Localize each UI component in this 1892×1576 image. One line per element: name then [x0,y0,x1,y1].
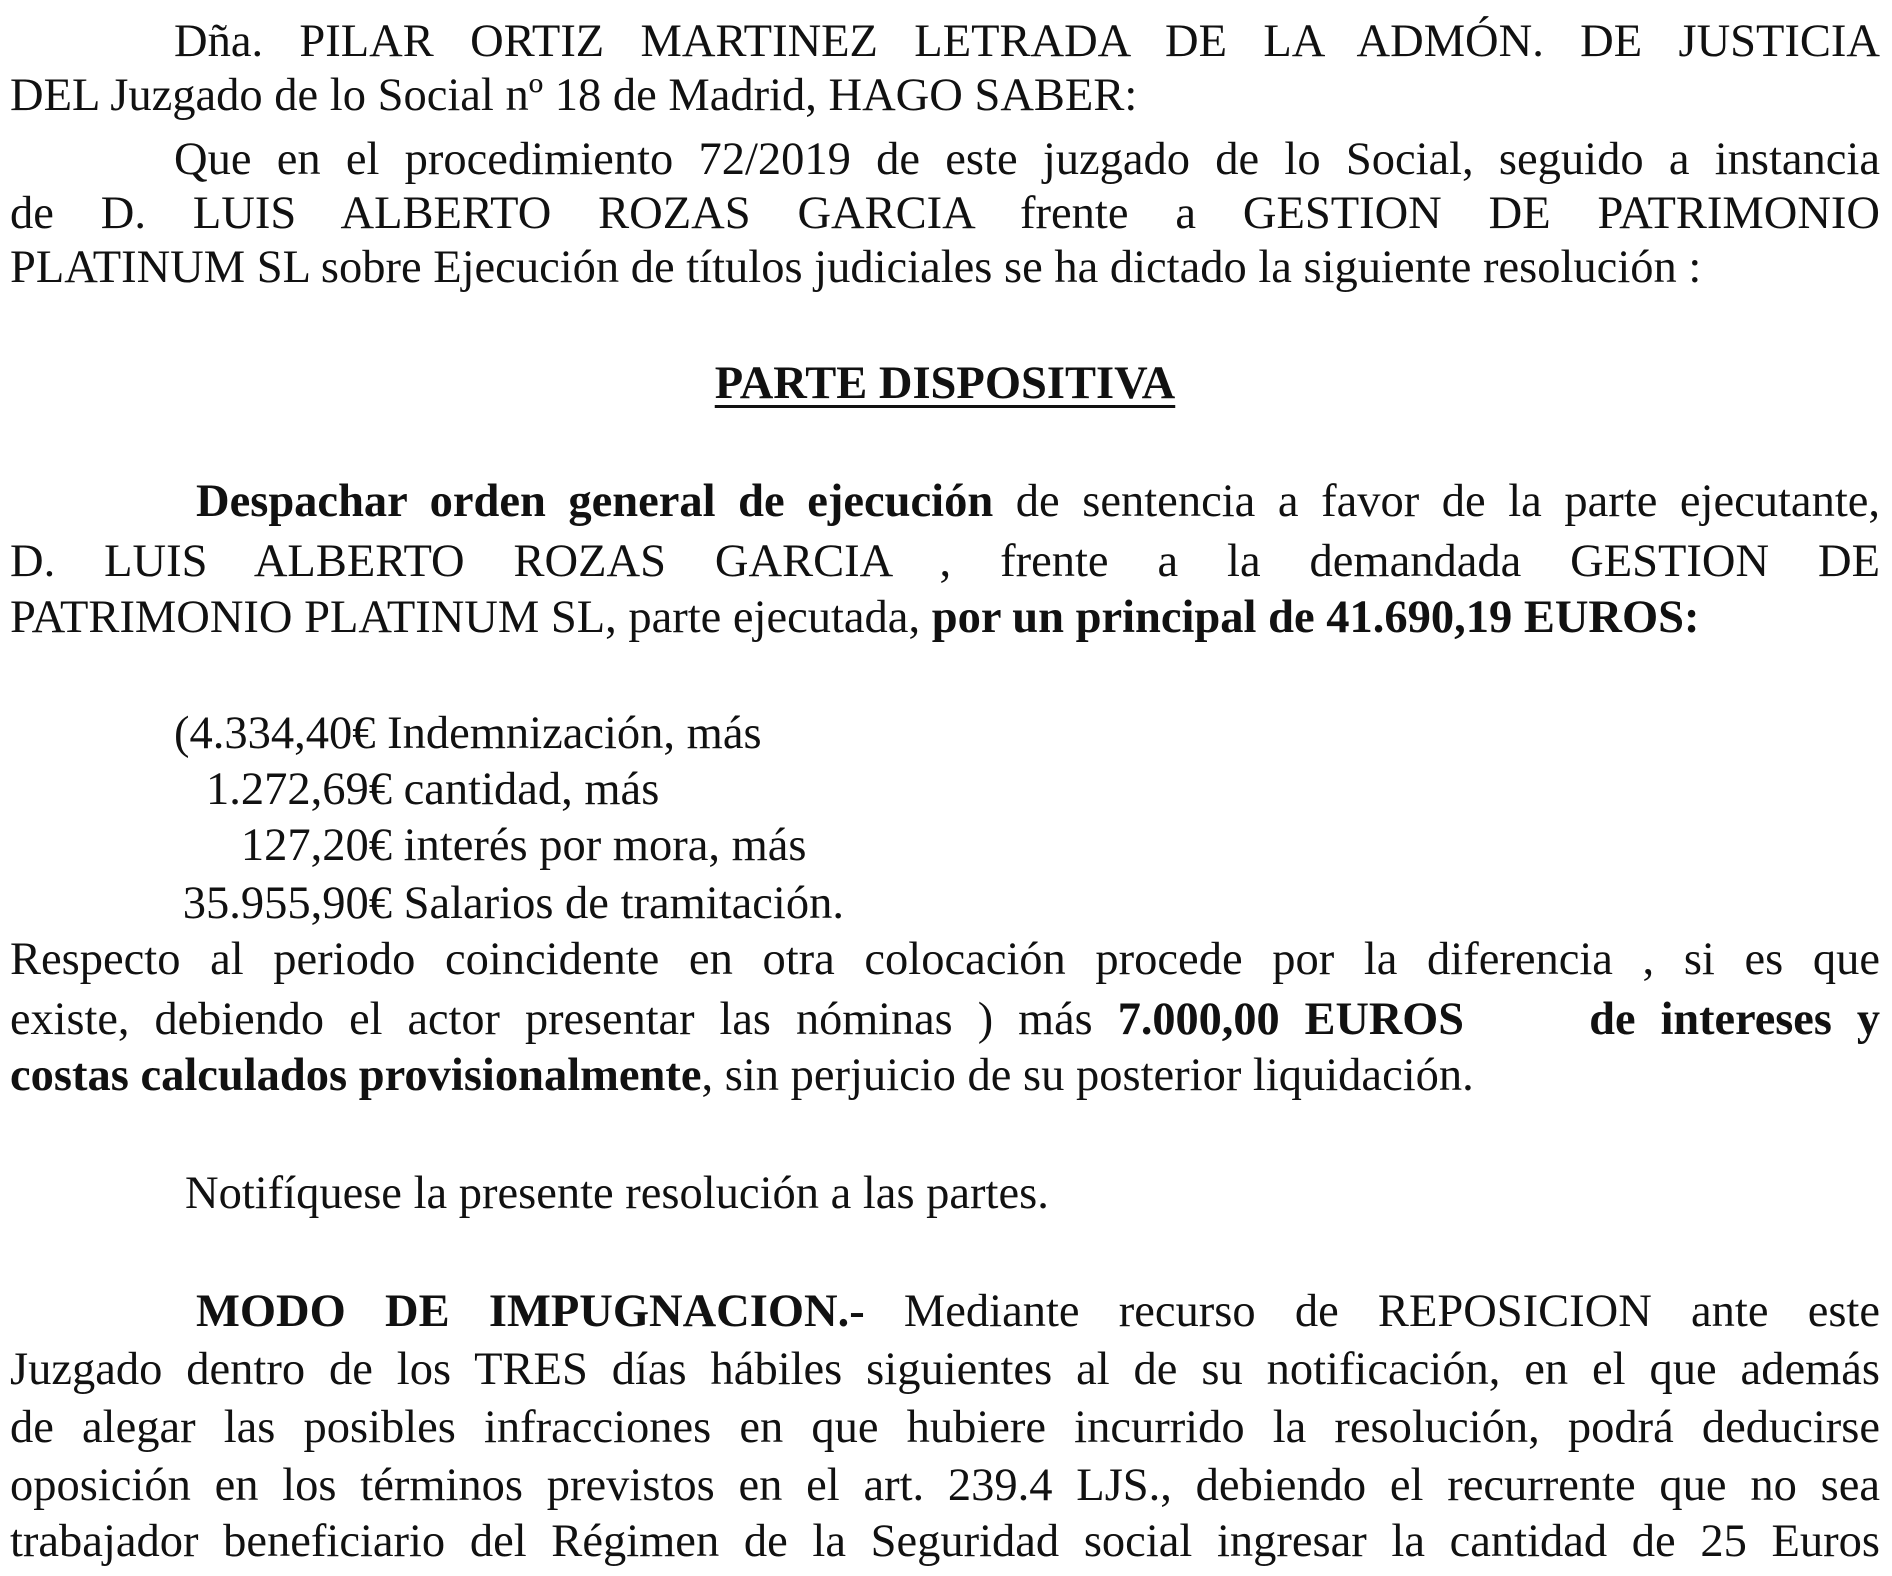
breakdown-label: cantidad, más [392,764,660,815]
impugnacion-text-1: Mediante recurso de REPOSICION ante este [864,1286,1880,1337]
intro-text-1: Dña. PILAR ORTIZ MARTINEZ LETRADA DE LA ADMÓN. DE JUSTICIA [174,16,1880,67]
para1-text-3: PLATINUM SL sobre Ejecución de títulos judiciales se ha dictado la siguiente resolución : [10,242,1702,293]
dispatch-text-1: de sentencia a favor de la parte ejecutante, [993,476,1880,527]
intro-text-2: DEL Juzgado de lo Social nº 18 de Madrid, HAGO SABER: [10,70,1138,121]
impugnacion-bold-lead: MODO DE IMPUGNACION.- [196,1286,865,1337]
para1-line-2 [10,184,1880,244]
respecto-line-1 [10,930,1880,990]
impugnacion-line-5 [10,1512,1880,1572]
breakdown-item [174,704,1074,764]
breakdown-item [145,874,1045,934]
section-title-text: PARTE DISPOSITIVA [714,358,1176,409]
notify-text: Notifíquese la presente resolución a las partes. [185,1168,1049,1219]
dispatch-bold-lead: Despachar orden general de ejecución [196,476,994,527]
notify-line [185,1164,1892,1224]
impugnacion-text-4: oposición en los términos previstos en el art. 239.4 LJS., debiendo el recurrente que no sea [10,1460,1880,1511]
respecto-text-3: , sin perjuicio de su posterior liquidación. [701,1050,1474,1101]
respecto-text-1: Respecto al periodo coincidente en otra colocación procede por la diferencia , si es que [10,934,1880,985]
respecto-text-2: existe, debiendo el actor presentar las nóminas ) más [10,994,1118,1045]
respecto-bold-costs: costas calculados provisionalmente [10,1050,702,1101]
breakdown-item [175,816,1075,876]
dispatch-principal-amount: por un principal de 41.690,19 EUROS: [931,592,1700,643]
breakdown-amount: 4.334,40€ [189,708,376,759]
impugnacion-line-3 [10,1398,1880,1458]
respecto-bold-tail: de intereses y [1589,994,1881,1045]
breakdown-amount: 1.272,69€ [206,764,392,815]
dispatch-line-3 [10,588,1880,648]
respecto-interest-amount: 7.000,00 EUROS [1117,994,1465,1045]
dispatch-text-2: D. LUIS ALBERTO ROZAS GARCIA , frente a la demandada GESTION DE [10,536,1880,587]
para1-line-3 [10,238,1880,298]
impugnacion-line-2 [10,1340,1880,1400]
impugnacion-text-2: Juzgado dentro de los TRES días hábiles siguientes al de su notificación, en el que además [10,1344,1880,1395]
impugnacion-line-4 [10,1456,1880,1516]
dispatch-line-2 [10,532,1880,592]
impugnacion-line-1 [196,1282,1880,1342]
intro-line-1 [174,12,1880,72]
respecto-line-2 [10,990,1880,1050]
respecto-line-3 [10,1046,1880,1106]
breakdown-label: interés por mora, más [392,820,807,871]
impugnacion-text-3: de alegar las posibles infracciones en que hubiere incurrido la resolución, podrá deducirse [10,1402,1880,1453]
para1-text-1: Que en el procedimiento 72/2019 de este juzgado de lo Social, seguido a instancia [174,134,1880,185]
breakdown-amount: 127,20€ [240,820,392,871]
breakdown-label: Salarios de tramitación. [392,878,844,929]
intro-line-2 [10,66,1880,126]
dispatch-line-1 [196,472,1880,532]
dispatch-text-3: PATRIMONIO PLATINUM SL, parte ejecutada, [10,592,932,643]
section-title [10,354,1880,414]
impugnacion-text-5: trabajador beneficiario del Régimen de la Seguridad social ingresar la cantidad de 25 Euros [10,1516,1880,1567]
breakdown-label: Indemnización, más [375,708,762,759]
breakdown-item [175,760,1075,820]
para1-text-2: de D. LUIS ALBERTO ROZAS GARCIA frente a GESTION DE PATRIMONIO [10,188,1880,239]
breakdown-amount: 35.955,90€ [182,878,392,929]
breakdown-prefix: ( [174,708,190,759]
para1-line-1 [174,130,1880,190]
